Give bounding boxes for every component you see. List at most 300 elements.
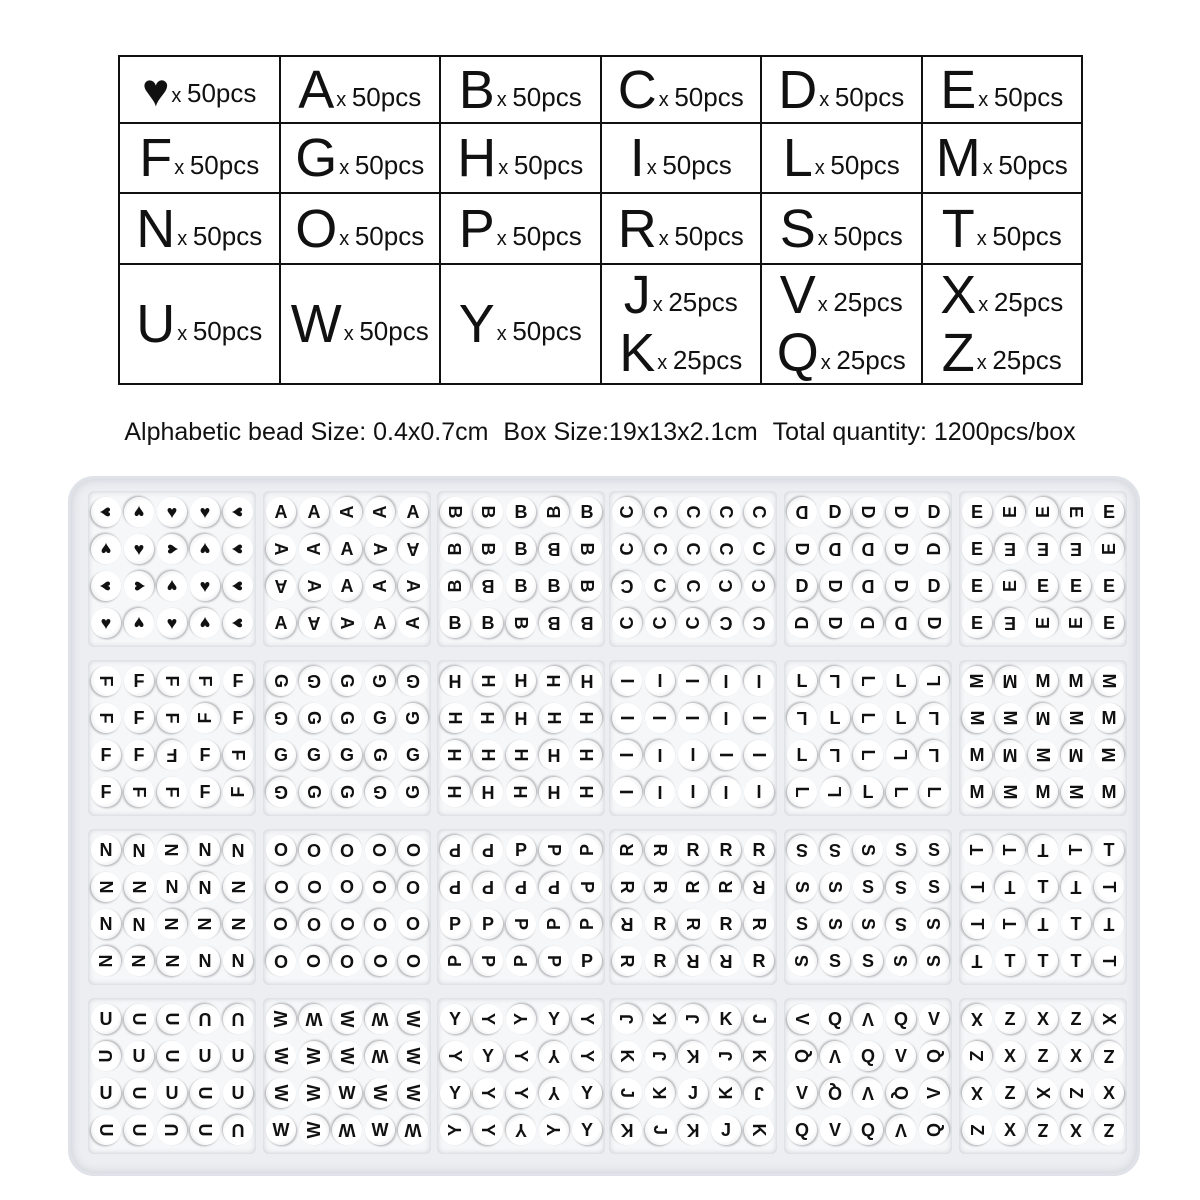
- bead: S: [886, 946, 916, 976]
- table-cell: [601, 264, 762, 384]
- bead: J: [744, 1078, 774, 1108]
- count: 50: [513, 150, 543, 180]
- bead: ♥: [91, 608, 121, 638]
- bead: Z: [1028, 1115, 1058, 1145]
- letter: Q: [776, 323, 819, 383]
- bead: E: [1061, 608, 1091, 638]
- bead: I: [744, 703, 774, 733]
- bead: O: [365, 835, 395, 865]
- bead: A: [332, 608, 362, 638]
- bead: D: [853, 534, 883, 564]
- bead: P: [506, 946, 536, 976]
- compartment: [437, 998, 605, 1154]
- bead: O: [365, 872, 395, 902]
- bead: F: [91, 666, 121, 696]
- bead: ♥: [91, 497, 121, 527]
- bead: A: [332, 497, 362, 527]
- bead: G: [332, 740, 362, 770]
- count: 50: [833, 220, 863, 251]
- bead: D: [886, 534, 916, 564]
- bead: N: [124, 872, 154, 902]
- letter: Y: [458, 294, 495, 354]
- times-label: x: [339, 157, 355, 179]
- bead: T: [1094, 946, 1124, 976]
- bead: F: [124, 777, 154, 807]
- bead: R: [711, 909, 741, 939]
- bead: C: [612, 571, 642, 601]
- bead: G: [365, 777, 395, 807]
- bead: C: [744, 497, 774, 527]
- bead: C: [744, 571, 774, 601]
- letter-quantity: [122, 63, 277, 116]
- bead: J: [645, 1041, 675, 1071]
- bead: D: [886, 571, 916, 601]
- bead: G: [266, 740, 296, 770]
- bead: H: [440, 777, 470, 807]
- bead: R: [612, 909, 642, 939]
- bead: U: [223, 1041, 253, 1071]
- bead: G: [266, 703, 296, 733]
- count: 50: [192, 316, 222, 346]
- bead: E: [1094, 534, 1124, 564]
- bead: I: [612, 740, 642, 770]
- bead: E: [962, 608, 992, 638]
- bead: W: [299, 1004, 329, 1034]
- bead: K: [645, 1004, 675, 1034]
- times-label: x: [496, 323, 513, 345]
- bead: T: [1061, 909, 1091, 939]
- quantity: [497, 221, 582, 252]
- bead: H: [506, 703, 536, 733]
- bead: I: [678, 666, 708, 696]
- bead: D: [853, 608, 883, 638]
- bead: R: [744, 872, 774, 902]
- bead: ♥: [124, 497, 154, 527]
- bead: D: [919, 497, 949, 527]
- bead: J: [678, 1078, 708, 1108]
- bead: H: [539, 740, 569, 770]
- unit: pcs: [218, 150, 260, 180]
- bead: O: [266, 835, 296, 865]
- bead: F: [124, 740, 154, 770]
- bead: M: [1094, 666, 1124, 696]
- unit: pcs: [862, 287, 903, 317]
- bead: V: [886, 1115, 916, 1145]
- bead: W: [398, 1115, 428, 1145]
- compartment: [263, 829, 431, 985]
- bead: H: [539, 777, 569, 807]
- bead: L: [919, 703, 949, 733]
- bead: N: [91, 835, 121, 865]
- bead: C: [678, 571, 708, 601]
- bead: M: [1094, 777, 1124, 807]
- quantity: [657, 345, 742, 376]
- bead: I: [645, 703, 675, 733]
- bead: Q: [919, 1115, 949, 1145]
- bead: ♥: [157, 608, 187, 638]
- unit: pcs: [691, 150, 732, 180]
- table-cell: [601, 123, 762, 193]
- bead: E: [1061, 534, 1091, 564]
- bead: O: [299, 835, 329, 865]
- bead: T: [1061, 872, 1091, 902]
- quantity: [978, 82, 1063, 113]
- bead: P: [440, 872, 470, 902]
- quantity: [977, 345, 1062, 376]
- bead: B: [473, 571, 503, 601]
- bead: E: [1028, 534, 1058, 564]
- bead: D: [820, 534, 850, 564]
- letter-quantity: [764, 198, 919, 259]
- unit: pcs: [542, 150, 584, 180]
- count: 50: [354, 220, 384, 251]
- bead: W: [266, 1041, 296, 1071]
- bead: E: [1094, 608, 1124, 638]
- bead: O: [299, 909, 329, 939]
- times-label: x: [978, 294, 994, 316]
- bead: P: [506, 872, 536, 902]
- bead: Y: [440, 1078, 470, 1108]
- bead: ♥: [157, 534, 187, 564]
- bead: U: [124, 1041, 154, 1071]
- letter: Z: [941, 323, 975, 383]
- bead: F: [157, 777, 187, 807]
- bead: B: [473, 497, 503, 527]
- bead: T: [962, 872, 992, 902]
- bead: U: [124, 1078, 154, 1108]
- bead: ♥: [190, 608, 220, 638]
- bead: P: [539, 872, 569, 902]
- bead: M: [1028, 666, 1058, 696]
- bead: U: [223, 1115, 253, 1145]
- count: 50: [512, 316, 542, 346]
- bead: L: [919, 777, 949, 807]
- quantity-table: [118, 55, 1083, 385]
- letter-quantity: [443, 198, 598, 259]
- bead: B: [473, 608, 503, 638]
- bead: L: [853, 740, 883, 770]
- bead: V: [853, 1004, 883, 1034]
- heart-icon: ♥: [142, 63, 170, 116]
- unit: pcs: [701, 345, 743, 375]
- bead: M: [1028, 777, 1058, 807]
- bead: D: [886, 497, 916, 527]
- unit: pcs: [703, 81, 744, 112]
- bead: N: [124, 946, 154, 976]
- bead: M: [962, 703, 992, 733]
- letter: P: [458, 198, 495, 259]
- bead: R: [645, 909, 675, 939]
- bead: Q: [820, 1004, 850, 1034]
- letter-quantity: [122, 198, 277, 259]
- table-cell: [601, 193, 762, 264]
- bead: P: [572, 835, 602, 865]
- table-cell: [761, 264, 922, 384]
- bead: S: [919, 872, 949, 902]
- times-label: x: [820, 352, 837, 374]
- compartment: [784, 829, 952, 985]
- letter: O: [295, 198, 338, 259]
- bead: S: [886, 872, 916, 902]
- quantity: [344, 316, 429, 347]
- bead: P: [539, 946, 569, 976]
- bead: J: [645, 1115, 675, 1145]
- bead: M: [1061, 777, 1091, 807]
- bead: A: [332, 534, 362, 564]
- bead: R: [711, 872, 741, 902]
- letter: W: [290, 294, 342, 354]
- letter-quantity: [283, 128, 438, 188]
- bead: G: [266, 666, 296, 696]
- bead: P: [473, 946, 503, 976]
- bead: C: [711, 608, 741, 638]
- bead: J: [612, 1078, 642, 1108]
- bead: ♥: [223, 608, 253, 638]
- letter-quantity: [122, 128, 277, 188]
- bead: ♥: [190, 534, 220, 564]
- bead: I: [711, 703, 741, 733]
- table-cell: [761, 56, 922, 123]
- bead: O: [266, 909, 296, 939]
- times-label: x: [976, 352, 993, 374]
- bead: D: [919, 534, 949, 564]
- bead: M: [1061, 740, 1091, 770]
- bead: I: [678, 703, 708, 733]
- bead: Z: [962, 1041, 992, 1071]
- bead: B: [473, 534, 503, 564]
- bead: F: [190, 666, 220, 696]
- bead: P: [572, 909, 602, 939]
- bead: E: [1061, 497, 1091, 527]
- bead: S: [820, 835, 850, 865]
- bead: R: [612, 946, 642, 976]
- bead: V: [787, 1004, 817, 1034]
- bead: C: [678, 608, 708, 638]
- quantity: [815, 150, 900, 181]
- bead: A: [398, 497, 428, 527]
- bead: G: [299, 666, 329, 696]
- bead: S: [919, 835, 949, 865]
- bead: Y: [539, 1115, 569, 1145]
- times-label: x: [976, 227, 993, 250]
- bead: C: [645, 497, 675, 527]
- bead: D: [787, 571, 817, 601]
- bead: R: [612, 835, 642, 865]
- bead: B: [440, 608, 470, 638]
- bead: G: [299, 740, 329, 770]
- count: 25: [672, 345, 702, 375]
- bead: H: [506, 740, 536, 770]
- quantity: [497, 316, 582, 347]
- bead: N: [190, 909, 220, 939]
- letter: U: [136, 294, 176, 354]
- quantity: [818, 221, 903, 252]
- compartment: [263, 491, 431, 647]
- bead: L: [919, 666, 949, 696]
- bead: O: [332, 946, 362, 976]
- bead: A: [365, 534, 395, 564]
- bead: Z: [962, 1115, 992, 1145]
- bead: M: [995, 703, 1025, 733]
- bead: D: [787, 497, 817, 527]
- bead: Q: [919, 1041, 949, 1071]
- bead: B: [506, 534, 536, 564]
- bead: R: [744, 946, 774, 976]
- times-label: x: [174, 157, 190, 179]
- bead: U: [124, 1115, 154, 1145]
- bead: C: [678, 497, 708, 527]
- unit: pcs: [380, 81, 422, 112]
- bead: R: [645, 872, 675, 902]
- bead: K: [678, 1041, 708, 1071]
- bead: R: [612, 872, 642, 902]
- bead: E: [962, 534, 992, 564]
- bead: W: [266, 1115, 296, 1145]
- bead: V: [886, 1041, 916, 1071]
- bead: J: [744, 1004, 774, 1034]
- bead: H: [572, 666, 602, 696]
- bead: M: [1028, 703, 1058, 733]
- bead: K: [711, 1078, 741, 1108]
- bead: K: [744, 1041, 774, 1071]
- bead: S: [919, 909, 949, 939]
- bead: Y: [572, 1078, 602, 1108]
- bead: H: [473, 740, 503, 770]
- letter-quantity: [925, 128, 1080, 188]
- bead: V: [919, 1078, 949, 1108]
- bead: W: [266, 1078, 296, 1108]
- bead: F: [91, 703, 121, 733]
- quantity: [339, 150, 424, 181]
- bead: A: [299, 608, 329, 638]
- bead: H: [572, 703, 602, 733]
- bead: V: [919, 1004, 949, 1034]
- bead: X: [1094, 1078, 1124, 1108]
- unit: pcs: [541, 81, 582, 112]
- table-row: [119, 193, 1082, 264]
- bead: C: [612, 497, 642, 527]
- unit: pcs: [865, 345, 906, 375]
- bead: N: [190, 946, 220, 976]
- table-cell: [280, 56, 441, 123]
- unit: pcs: [1022, 287, 1064, 317]
- bead: Q: [820, 1078, 850, 1108]
- compartment: [959, 998, 1127, 1154]
- bead: Y: [473, 1004, 503, 1034]
- times-label: x: [657, 352, 673, 374]
- bead: L: [853, 703, 883, 733]
- bead: Y: [473, 1115, 503, 1145]
- bead: U: [190, 1078, 220, 1108]
- quantity: [177, 316, 262, 347]
- bead: N: [157, 909, 187, 939]
- bead: Y: [440, 1115, 470, 1145]
- bead: U: [91, 1115, 121, 1145]
- compartment: [609, 491, 777, 647]
- bead: H: [572, 777, 602, 807]
- box-size: Box Size:19x13x2.1cm: [503, 418, 758, 446]
- bead: W: [299, 1041, 329, 1071]
- bead: L: [886, 777, 916, 807]
- bead: W: [332, 1041, 362, 1071]
- bead: P: [440, 946, 470, 976]
- bead: Y: [473, 1078, 503, 1108]
- bead: K: [612, 1115, 642, 1145]
- bead: E: [962, 497, 992, 527]
- bead: G: [398, 703, 428, 733]
- unit: pcs: [221, 316, 263, 346]
- unit: pcs: [1021, 345, 1062, 375]
- quantity: [659, 221, 744, 252]
- bead: X: [1061, 1041, 1091, 1071]
- bead: N: [157, 946, 187, 976]
- bead: O: [332, 872, 362, 902]
- times-label: x: [646, 157, 663, 179]
- bead: I: [645, 666, 675, 696]
- bead: D: [853, 497, 883, 527]
- bead: T: [962, 909, 992, 939]
- bead: M: [1061, 666, 1091, 696]
- bead: U: [190, 1004, 220, 1034]
- bead: C: [645, 571, 675, 601]
- letter: H: [457, 128, 497, 188]
- bead: X: [1094, 1004, 1124, 1034]
- bead: T: [995, 835, 1025, 865]
- compartment: [88, 829, 256, 985]
- compartment: [609, 998, 777, 1154]
- spec-line: [0, 418, 1200, 447]
- times-label: x: [343, 323, 360, 345]
- count: 50: [512, 81, 542, 112]
- bead: U: [190, 1115, 220, 1145]
- bead: G: [365, 740, 395, 770]
- bead: E: [1028, 571, 1058, 601]
- compartment: [609, 660, 777, 816]
- bead: B: [506, 608, 536, 638]
- bead: E: [995, 497, 1025, 527]
- bead: S: [853, 946, 883, 976]
- bead: S: [919, 946, 949, 976]
- quantity: [336, 82, 421, 113]
- bead: B: [539, 497, 569, 527]
- times-label: x: [817, 227, 834, 250]
- bead: O: [299, 946, 329, 976]
- bead: N: [91, 909, 121, 939]
- bead: S: [853, 872, 883, 902]
- bead: K: [744, 1115, 774, 1145]
- count: 50: [674, 81, 704, 112]
- bead: L: [787, 740, 817, 770]
- table-cell: [440, 264, 601, 384]
- bead: D: [820, 497, 850, 527]
- bead: Y: [440, 1041, 470, 1071]
- bead: S: [853, 835, 883, 865]
- times-label: x: [652, 294, 669, 316]
- count: 50: [512, 220, 542, 251]
- bead: H: [440, 666, 470, 696]
- bead: T: [1028, 872, 1058, 902]
- bead: G: [266, 777, 296, 807]
- letter: C: [617, 59, 657, 120]
- bead: K: [678, 1115, 708, 1145]
- bead: I: [711, 777, 741, 807]
- bead: S: [787, 872, 817, 902]
- bead: Y: [572, 1041, 602, 1071]
- bead: I: [612, 666, 642, 696]
- unit: pcs: [859, 150, 900, 180]
- bead: G: [332, 666, 362, 696]
- compartment: [784, 998, 952, 1154]
